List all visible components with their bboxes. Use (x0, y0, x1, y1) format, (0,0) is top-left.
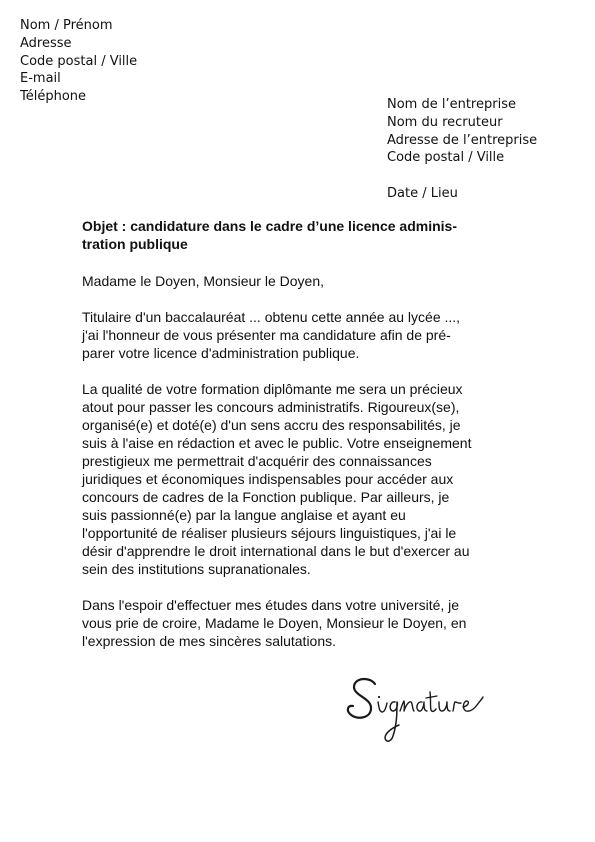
sender-address-block (20, 17, 137, 106)
paragraph-line: sein des institutions supranationales. (82, 561, 311, 577)
paragraph-line: parer votre licence d'administration publique. (82, 345, 360, 361)
sender-postal-city: Code postal / Ville (20, 53, 138, 69)
handwritten-signature (342, 672, 492, 752)
paragraph-line: juridiques et économiques indispensables pour accéder aux (82, 471, 454, 487)
recipient-address: Adresse de l’entreprise (387, 132, 538, 148)
paragraph-line: La qualité de votre formation diplômante me sera un précieux (82, 381, 463, 397)
paragraph-line: Titulaire d'un baccalauréat ... obtenu cette année au lycée ..., (82, 309, 461, 325)
salutation-line: Madame le Doyen, Monsieur le Doyen, (82, 273, 325, 289)
paragraph-line: vous prie de croire, Madame le Doyen, Monsieur le Doyen, en (82, 615, 467, 631)
paragraph-line: Dans l'espoir d'effectuer mes études dans votre université, je (82, 597, 460, 613)
paragraph-line: concours de cadres de la Fonction publique. Par ailleurs, je (82, 489, 450, 505)
paragraph-intro (82, 308, 522, 362)
paragraph-line: atout pour passer les concours administratifs. Rigoureux(se), (82, 399, 460, 415)
date-place: Date / Lieu (387, 186, 458, 201)
recipient-recruiter: Nom du recruteur (387, 114, 503, 130)
recipient-company: Nom de l’entreprise (387, 97, 516, 112)
recipient-address-block (387, 96, 537, 167)
paragraph-line: suis à l'aise en rédaction et avec le public. Votre enseignement (82, 435, 472, 451)
object-line: tration publique (82, 236, 188, 252)
paragraph-line: l'expression de mes sincères salutations. (82, 633, 337, 649)
sender-phone: Téléphone (20, 89, 87, 105)
sender-email: E-mail (20, 71, 61, 87)
letter-object (82, 217, 522, 253)
recipient-postal-city: Code postal / Ville (387, 150, 505, 166)
paragraph-line: prestigieux me permettrait d'acquérir des connaissances (82, 453, 432, 469)
paragraph-closing (82, 596, 522, 650)
paragraph-motivation (82, 380, 522, 578)
paragraph-line: j'ai l'honneur de vous présenter ma candidature afin de pré- (82, 327, 451, 343)
paragraph-line: organisé(e) et doté(e) d'un sens accru des responsabilités, je (82, 417, 461, 433)
paragraph-line: suis passionné(e) par la langue anglaise et ayant eu (82, 507, 406, 523)
letter-body (82, 217, 522, 668)
paragraph-line: l'opportunité de réaliser plusieurs séjours linguistiques, j'ai le (82, 525, 457, 541)
sender-name: Nom / Prénom (20, 18, 113, 33)
paragraph-line: désir d'apprendre le droit international dans le but d'exercer au (82, 543, 470, 559)
sender-address: Adresse (20, 35, 72, 51)
object-line: Objet : candidature dans le cadre d’une licence adminis- (82, 218, 457, 234)
salutation (82, 272, 522, 290)
